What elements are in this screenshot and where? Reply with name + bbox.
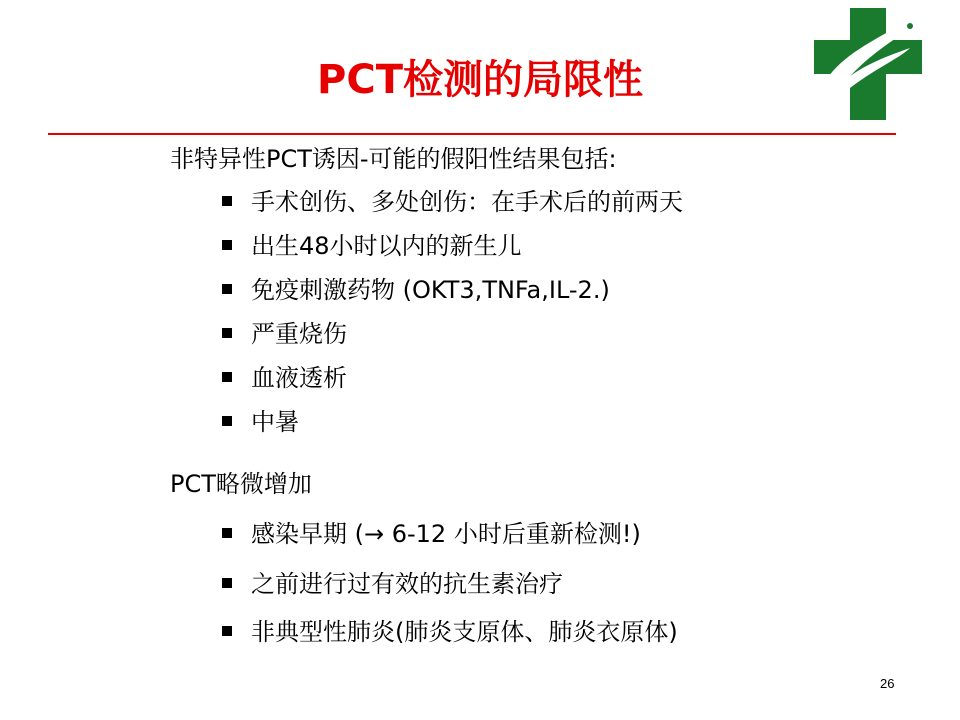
page-number: 26	[880, 676, 895, 691]
bullet-text: 血液透析	[251, 364, 347, 392]
bullet-item	[222, 568, 563, 600]
bullet-text: 手术创伤、多处创伤：在手术后的前两天	[251, 188, 683, 216]
square-bullet-icon	[222, 284, 232, 294]
bullet-item	[222, 186, 683, 218]
square-bullet-icon	[222, 626, 232, 636]
bullet-text: 严重烧伤	[251, 320, 347, 348]
square-bullet-icon	[222, 528, 232, 538]
section-heading-false-positive: 非特异性PCT诱因-可能的假阳性结果包括:	[170, 145, 617, 173]
bullet-item	[222, 616, 678, 648]
bullet-text: 中暑	[251, 408, 299, 436]
bullet-text: 免疫刺激药物 (OKT3,TNFa,IL-2.)	[251, 276, 610, 304]
bullet-text: 非典型性肺炎(肺炎支原体、肺炎衣原体)	[251, 618, 678, 646]
square-bullet-icon	[222, 196, 232, 206]
bullet-item	[222, 406, 299, 438]
bullet-item	[222, 518, 641, 550]
square-bullet-icon	[222, 328, 232, 338]
bullet-text: 出生48小时以内的新生儿	[251, 232, 522, 260]
section-heading-slight-increase: PCT略微增加	[170, 470, 312, 498]
bullet-item	[222, 362, 347, 394]
square-bullet-icon	[222, 578, 232, 588]
title-divider	[48, 133, 896, 135]
square-bullet-icon	[222, 416, 232, 426]
bullet-item	[222, 318, 347, 350]
square-bullet-icon	[222, 240, 232, 250]
slide-title: PCT检测的局限性	[317, 57, 643, 103]
bullet-text: 之前进行过有效的抗生素治疗	[251, 570, 563, 598]
square-bullet-icon	[222, 372, 232, 382]
bullet-item	[222, 230, 522, 262]
bullet-text: 感染早期 (→ 6-12 小时后重新检测!)	[251, 520, 641, 548]
bullet-item	[222, 274, 610, 306]
